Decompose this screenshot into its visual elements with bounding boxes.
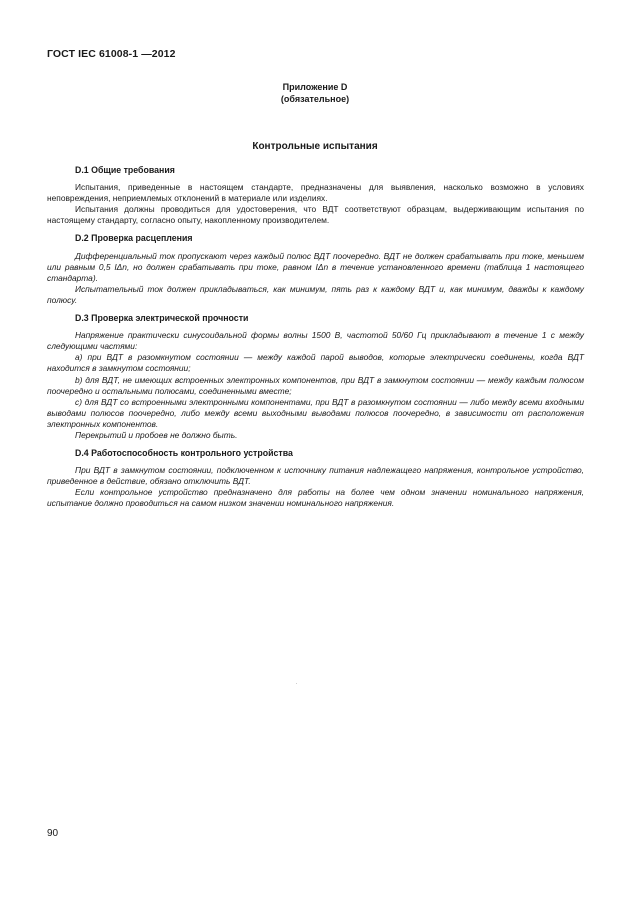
section-dielectric-strength [47,313,584,441]
section-trip-check [47,233,584,306]
paragraph: Напряжение практически синусоидальной формы волны 1500 В, частотой 50/60 Гц прикладывают в течение 1 с между следующими частями: [47,330,584,352]
section-heading: D.1 Общие требования [75,165,175,175]
document-body [47,165,584,517]
section-general-requirements [47,165,584,226]
list-item-a: а) при ВДТ в разомкнутом состоянии — между каждой парой выводов, которые электрически соединены, когда ВДТ находится в замкнутом состоянии; [47,352,584,374]
list-item-b: b) для ВДТ, не имеющих встроенных электронных компонентов, при ВДТ в замкнутом состоянии — между каждым полюсом поочередно и остальными полюсами, соединенными вместе; [47,374,584,396]
document-title: Контрольные испытания [252,141,378,152]
annex-title: Приложение D [282,82,348,92]
section-heading: D.4 Работоспособность контрольного устройства [75,448,293,459]
section-test-device [47,448,584,509]
document-code-header: ГОСТ IEC 61008-1 —2012 [47,48,176,60]
paragraph: Испытания, приведенные в настоящем стандарте, предназначены для выявления, насколько возможно в условиях неповреждения, неприемлемых отклонений в материале или изделиях. [47,182,584,204]
page-number: 90 [47,828,59,839]
paragraph: Дифференциальный ток пропускают через каждый полюс ВДТ поочередно. ВДТ не должен срабатывать при токе, меньшем или равным 0,5 IΔn, но должен срабатывать при токе, равном IΔn в течение установленного времени (таблица 1 настоящего стандарта). [47,250,584,283]
section-heading: D.2 Проверка расцепления [75,233,193,244]
annex-status: (обязательное) [280,94,350,104]
list-item-c: с) для ВДТ со встроенными электронными компонентами, при ВДТ в разомкнутом состоянии — либо между всеми входными выводами полюсов поочередно, либо между всеми выходными выводами полюсов поочередно, в зависимости от расположения электронных компонентов. [47,396,584,429]
paragraph: Если контрольное устройство предназначено для работы на более чем одном значении номинального напряжения, испытание должно проводиться на самом низком значении номинального напряжения. [47,487,584,509]
paragraph: Испытания должны проводиться для удостоверения, что ВДТ соответствуют образцам, выдерживающим испытания по настоящему стандарту, согласно опыту, накопленному производителем. [47,204,584,226]
scan-speck [296,683,297,684]
annex-heading [0,81,630,105]
paragraph: Перекрытий и пробоев не должно быть. [75,429,238,440]
paragraph: При ВДТ в замкнутом состоянии, подключенном к источнику питания надлежащего напряжения, контрольное устройство, приведенное в действие, обязано отключить ВДТ. [47,465,584,487]
paragraph: Испытательный ток должен прикладываться, как минимум, пять раз к каждому ВДТ и, как минимум, дважды к каждому полюсу. [47,283,584,305]
section-heading: D.3 Проверка электрической прочности [75,313,249,324]
